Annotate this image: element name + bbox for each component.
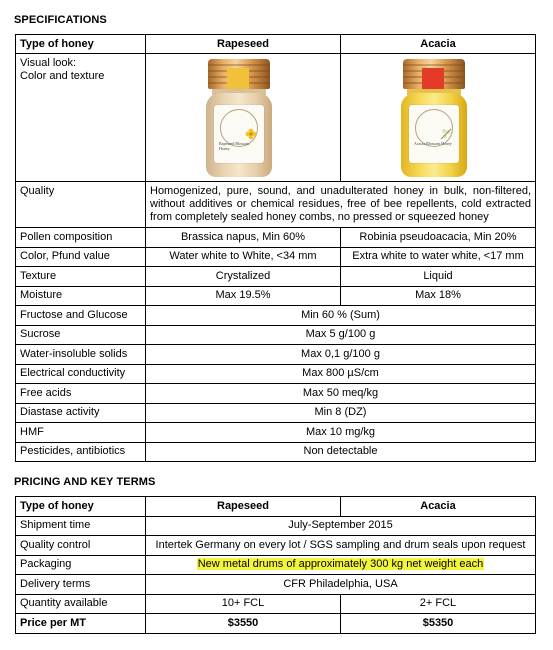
pollen-label: Pollen composition	[16, 228, 146, 248]
hmf-value: Max 10 mg/kg	[146, 423, 536, 443]
visual-look-label	[16, 54, 146, 182]
acacia-honey-jar	[401, 59, 467, 177]
fructose-value: Min 60 % (Sum)	[146, 306, 536, 326]
spec-visual-row	[16, 54, 536, 182]
pricing-row-quantity	[16, 594, 536, 614]
quality-control-label: Quality control	[16, 536, 146, 556]
packaging-cell	[146, 555, 536, 575]
quality-control-value: Intertek Germany on every lot / SGS sampling and drum seals upon request	[146, 536, 536, 556]
moisture-label: Moisture	[16, 286, 146, 306]
sucrose-label: Sucrose	[16, 325, 146, 345]
pesticides-label: Pesticides, antibiotics	[16, 442, 146, 462]
spec-row-pollen	[16, 228, 536, 248]
visual-look-line1: Visual look:	[20, 57, 77, 69]
free-acids-label: Free acids	[16, 384, 146, 404]
quantity-acacia: 2+ FCL	[341, 594, 536, 614]
visual-look-line2: Color and texture	[20, 70, 105, 82]
spec-row-moisture	[16, 286, 536, 306]
packaging-value: New metal drums of approximately 300 kg net weight each	[197, 558, 484, 571]
conductivity-label: Electrical conductivity	[16, 364, 146, 384]
pricing-header-row	[16, 497, 536, 517]
spec-header-acacia: Acacia	[341, 35, 536, 54]
rapeseed-jar-text: Rapeseed Blossom Honey	[219, 141, 250, 151]
shipment-label: Shipment time	[16, 516, 146, 536]
specifications-heading: SPECIFICATIONS	[14, 14, 107, 26]
acacia-flower-icon	[439, 127, 453, 141]
fructose-label: Fructose and Glucose	[16, 306, 146, 326]
spec-row-fructose	[16, 306, 536, 326]
spec-row-pesticides	[16, 442, 536, 462]
spec-row-diastase	[16, 403, 536, 423]
sucrose-value: Max 5 g/100 g	[146, 325, 536, 345]
pricing-row-shipment	[16, 516, 536, 536]
pricing-row-quality-control	[16, 536, 536, 556]
rapeseed-honey-jar	[206, 59, 272, 177]
packaging-label: Packaging	[16, 555, 146, 575]
spec-row-free-acids	[16, 384, 536, 404]
color-rapeseed: Water white to White, <34 mm	[146, 247, 341, 267]
quality-label: Quality	[16, 182, 146, 228]
pricing-header-rapeseed: Rapeseed	[146, 497, 341, 517]
free-acids-value: Max 50 meq/kg	[146, 384, 536, 404]
moisture-rapeseed: Max 19.5%	[146, 286, 341, 306]
water-insoluble-label: Water-insoluble solids	[16, 345, 146, 365]
spec-row-hmf	[16, 423, 536, 443]
quantity-rapeseed: 10+ FCL	[146, 594, 341, 614]
spec-row-color	[16, 247, 536, 267]
pricing-row-packaging	[16, 555, 536, 575]
hmf-label: HMF	[16, 423, 146, 443]
acacia-jar-text: Acacia Blossom Honey	[414, 141, 452, 146]
spec-row-sucrose	[16, 325, 536, 345]
pricing-header-label: Type of honey	[16, 497, 146, 517]
pollen-rapeseed: Brassica napus, Min 60%	[146, 228, 341, 248]
pricing-heading: PRICING AND KEY TERMS	[14, 476, 156, 488]
diastase-value: Min 8 (DZ)	[146, 403, 536, 423]
shipment-value: July-September 2015	[146, 516, 536, 536]
spec-row-texture	[16, 267, 536, 287]
rapeseed-image-cell	[146, 54, 341, 182]
pricing-row-delivery	[16, 575, 536, 595]
diastase-label: Diastase activity	[16, 403, 146, 423]
spec-header-label: Type of honey	[16, 35, 146, 54]
moisture-acacia: Max 18%	[341, 286, 536, 306]
water-insoluble-value: Max 0,1 g/100 g	[146, 345, 536, 365]
color-acacia: Extra white to water white, <17 mm	[341, 247, 536, 267]
rapeseed-jar-label	[214, 105, 264, 163]
texture-rapeseed: Crystalized	[146, 267, 341, 287]
spec-header-row	[16, 35, 536, 54]
price-acacia: $5350	[341, 614, 536, 634]
rapeseed-flower-icon	[244, 127, 258, 141]
price-rapeseed: $3550	[146, 614, 341, 634]
conductivity-value: Max 800 µS/cm	[146, 364, 536, 384]
spec-quality-row	[16, 182, 536, 228]
pricing-header-acacia: Acacia	[341, 497, 536, 517]
quality-value: Homogenized, pure, sound, and unadulterated honey in bulk, non-filtered, without additives or chemical residues, free of bee repellents, cold extracted from completely sealed honey combs, no pressed or squeezed honey	[146, 182, 536, 228]
spec-header-rapeseed: Rapeseed	[146, 35, 341, 54]
quantity-label: Quantity available	[16, 594, 146, 614]
spec-row-water-insoluble	[16, 345, 536, 365]
delivery-label: Delivery terms	[16, 575, 146, 595]
pollen-acacia: Robinia pseudoacacia, Min 20%	[341, 228, 536, 248]
pricing-table	[15, 496, 536, 634]
acacia-image-cell	[341, 54, 536, 182]
spec-row-conductivity	[16, 364, 536, 384]
acacia-jar-label	[409, 105, 459, 163]
color-label: Color, Pfund value	[16, 247, 146, 267]
pricing-row-price	[16, 614, 536, 634]
specifications-table	[15, 34, 536, 462]
price-label: Price per MT	[16, 614, 146, 634]
texture-label: Texture	[16, 267, 146, 287]
delivery-value: CFR Philadelphia, USA	[146, 575, 536, 595]
pesticides-value: Non detectable	[146, 442, 536, 462]
texture-acacia: Liquid	[341, 267, 536, 287]
